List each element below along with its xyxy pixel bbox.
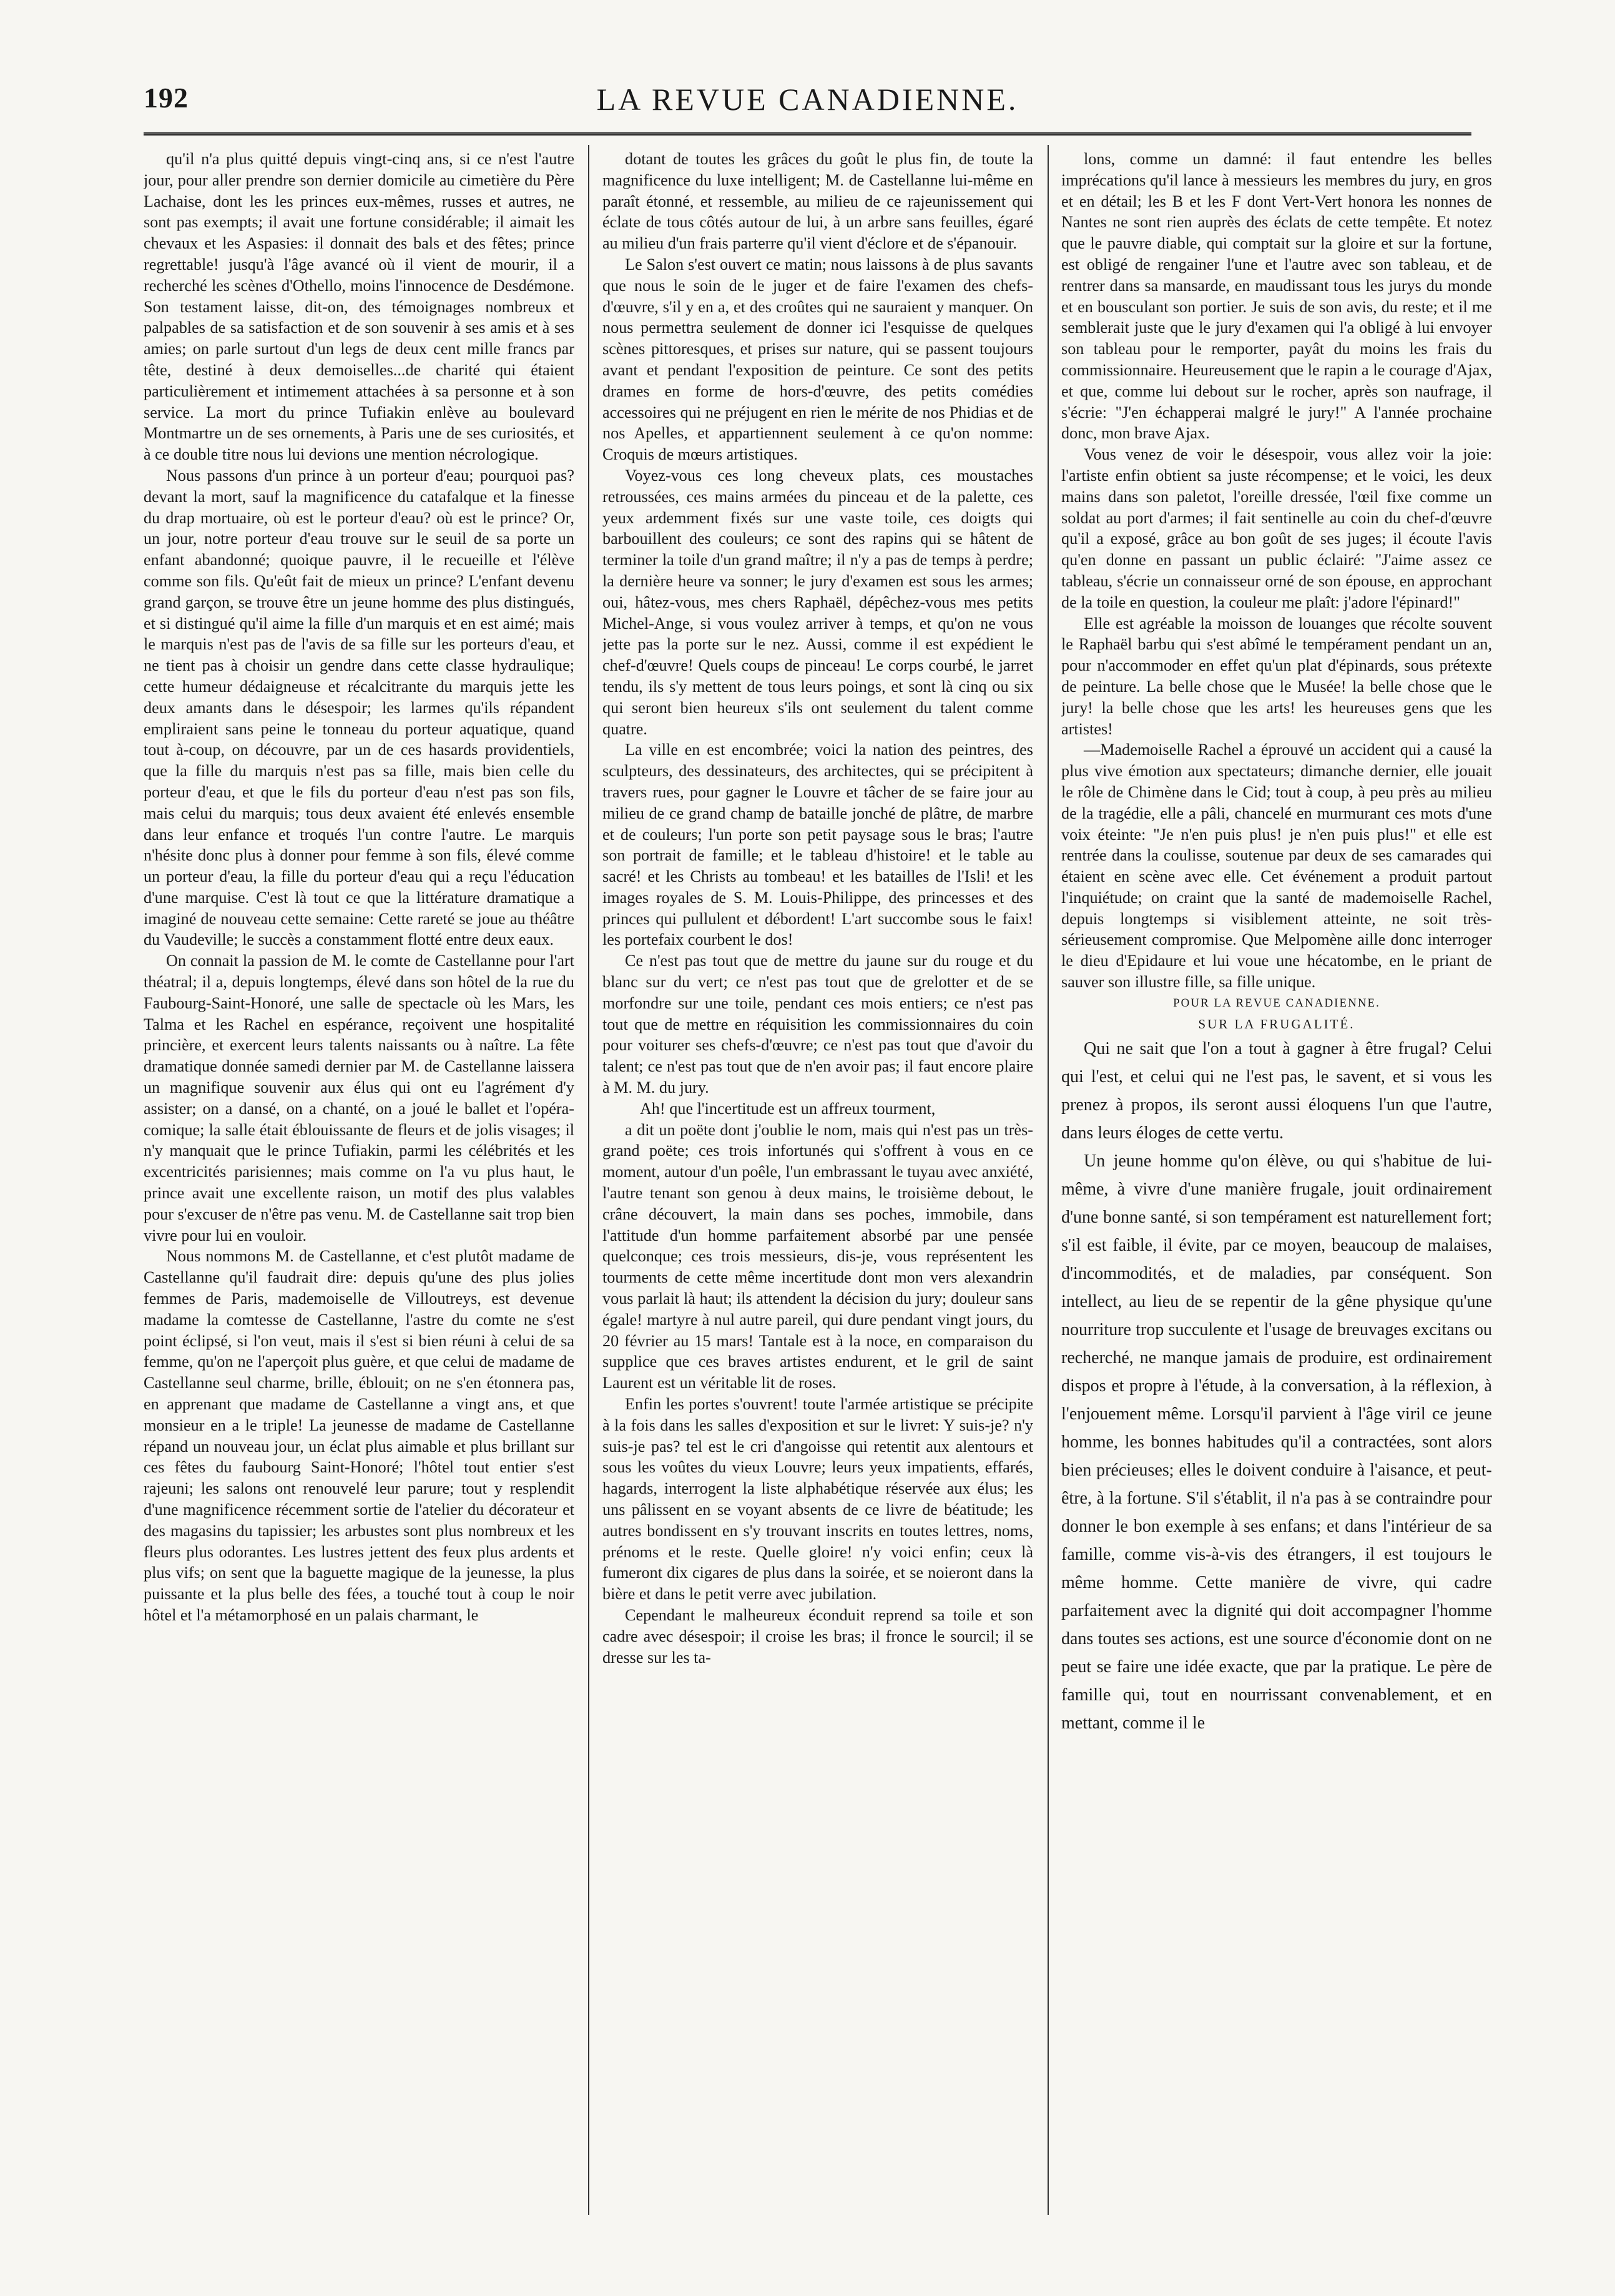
verse-quote: Ah! que l'incertitude est un affreux tourment, [640,1099,936,1118]
paragraph: Enfin les portes s'ouvrent! toute l'armée artistique se précipite à la fois dans les salles d'exposition et sur le livret: Y suis-je? n'y suis-je pas? tel est le cri d'angoisse qui retentit aux alentours et sous les voûtes du vieux Louvre; leurs yeux impatients, effarés, hagards, interrogent la liste alphabétique réservée aux élus; les uns pâlissent en se voyant absents de ce livre de béatitude; les autres bondissent en s'y trouvant inscrits en toutes lettres, noms, prénoms et le reste. Quelle gloire! n'y voici enfin; ceux là fumeront dix cigares de plus dans la soirée, et se noieront dans la bière et dans le petit verre avec jubilation. [602,1395,1033,1604]
column-divider [588,145,589,2215]
paragraph: —Mademoiselle Rachel a éprouvé un accident qui a causé la plus vive émotion aux spectateurs; dimanche dernier, elle jouait le rôle de Chimène dans le Cid; tout à coup, à peu près au milieu de la tragédie, elle a pâli, chancelé en murmurant ces mots d'une voix éteinte: "Je n'en puis plus! je n'en puis plus!" et elle est rentrée dans la coulisse, soutenue par deux de ses camarades qui étaient en scène avec elle. Cet événement a produit partout l'inquiétude; on craint que la santé de mademoiselle Rachel, depuis longtemps si visiblement atteinte, ne soit très-sérieusement compromise. Que Melpomène aille donc interroger le dieu d'Epidaure et lui voue une hécatombe, en le priant de sauver son illustre fille, sa fille unique. [1061,741,1492,992]
paragraph: a dit un poëte dont j'oublie le nom, mais qui n'est pas un très-grand poëte; ces trois infortunés qui s'offrent à vous en ce moment, autour d'un poêle, l'un embrassant le tuyau avec anxiété, l'autre tenant son genou à deux mains, le troisième debout, le crâne découvert, la main dans ses poches, immobile, dans l'attitude d'un homme parfaitement absorbé par une pensée quelconque; ces trois messieurs, dis-je, vous représentent les tourments de cette même incertitude dont mon vers alexandrin vous parlait là haut; ils attendent la décision du jury; douleur sans égale! martyre à nul autre pareil, qui dure pendant vingt jours, du 20 février au 15 mars! Tantale est à la noce, en comparaison du supplice que ces braves artistes endurent, et le gril de saint Laurent est un véritable lit de roses. [602,1120,1033,1392]
column-middle [602,149,1033,2221]
column-left [144,149,574,2221]
paragraph: Nous nommons M. de Castellanne, et c'est plutôt madame de Castellanne qu'il faudrait dire: depuis qu'une des plus jolies femmes de Paris, mademoiselle de Villoutreys, est devenue madame la comtesse de Castellanne, l'astre du comte ne s'est point éclipsé, si l'on veut, mais il s'est si bien réuni à celui de sa femme, qu'on ne l'aperçoit plus guère, et que celui de madame de Castellanne seul charme, brille, éblouit; on ne s'en étonnera pas, en apprenant que madame de Castellanne a vingt ans, et que monsieur en a le triple! La jeunesse de madame de Castellanne répand un nouveau jour, un éclat plus aimable et plus brillant sur ces fêtes du faubourg Saint-Honoré; l'hôtel tout entier s'est rajeuni; les salons ont renouvelé leur parure; tout y resplendit d'une magnificence récemment sortie de l'atelier du décorateur et des magasins du tapissier; les arbustes sont plus nombreux et les fleurs plus odorantes. Les lustres jettent des feux plus ardents et plus vifs; on sent que la baguette magique de la jeunesse, la plus puissante et la plus belle des fées, a touché tout à coup le noir hôtel et l'a métamorphosé en un palais charmant, le [144,1247,574,1624]
journal-title: LA REVUE CANADIENNE. [596,82,1019,117]
paragraph: Cependant le malheureux éconduit reprend sa toile et son cadre avec désespoir; il croise les bras; il fronce le sourcil; il se dresse sur les ta- [602,1605,1033,1667]
column-right [1061,149,1492,2221]
paragraph: Qui ne sait que l'on a tout à gagner à être frugal? Celui qui l'est, et celui qui ne l'est pas, le savent, et si vous les prenez à propos, ils seront aussi éloquens l'un que l'autre, dans leurs éloges de cette vertu. [1061,1039,1492,1143]
paragraph: On connait la passion de M. le comte de Castellanne pour l'art théatral; il a, depuis longtemps, élevé dans son hôtel de la rue du Faubourg-Saint-Honoré, une salle de spectacle où les Mars, les Talma et les Rachel en espérance, reçoivent une hospitalité princière, et exercent leurs talents naissants ou à naître. La fête dramatique donnée samedi dernier par M. de Castellanne laissera un magnifique souvenir aux élus qui ont eu l'agrément d'y assister; on a dansé, on a chanté, on a joué le ballet et l'opéra-comique; la salle était éblouissante de fleurs et de jolis visages; il n'y manquait que le prince Tufiakin, parmi les célébrités et les excentricités parisiennes; mais comme on l'a vu plus haut, le prince avait une excellente raison, un motif des plus valables pour s'excuser de n'être pas venu. M. de Castellanne sait trop bien vivre pour lui en vouloir. [144,952,574,1244]
paragraph: dotant de toutes les grâces du goût le plus fin, de toute la magnificence du luxe intelligent; M. de Castellanne lui-même en paraît étonné, et ressemble, au milieu de ce rajeunissement qui éclate de tous côtés autour de lui, à un arbre sans feuilles, égaré au milieu d'un frais parterre qu'il vient d'éclore et de s'épanouir. [602,150,1033,253]
paragraph: Voyez-vous ces long cheveux plats, ces moustaches retroussées, ces mains armées du pinceau et de la palette, ces yeux ardemment fixés sur une vaste toile, ces doigts qui barbouillent des couleurs; ce sont des rapins qui se hâtent de terminer la toile d'un grand maître; il n'y a pas de temps à perdre; la dernière heure va sonner; le jury d'examen est sous les armes; oui, hâtez-vous, mes chers Raphaël, dépêchez-vous mes petits Michel-Ange, si vous voulez arriver à temps, et qu'on ne vous jette pas la porte sur le nez. Aussi, comme il est expédient le chef-d'œuvre! Quels coups de pinceau! Le corps courbé, le jarret tendu, ils s'y mettent de tous leurs poings, et sont là cinq ou six qui seront bien heureux s'ils ont seulement du talent comme quatre. [602,466,1033,738]
page-header [144,81,1471,125]
header-rule [144,132,1471,135]
paragraph: qu'il n'a plus quitté depuis vingt-cinq ans, si ce n'est l'autre jour, pour aller prendre son dernier domicile au cimetière du Père Lachaise, dont les les princes eux-mêmes, russes et autres, ne sont pas exempts; il avait une fortune considérable; il aimait les chevaux et les Aspasies: il donnait des bals et des fêtes; prince regrettable! jusqu'à l'âge avancé où il vient de mourir, il a recherché les scènes d'Othello, moins l'innocence de Desdémone. Son testament laisse, dit-on, des témoignages nombreux et palpables de sa satisfaction et de son souvenir à ses amis et à ses amies; on parle surtout d'un legs de deux cent mille francs par tête, destiné à deux demoiselles...de charité qui étaient particulièrement et intimement attachées à sa personne et à son service. La mort du prince Tufiakin enlève au boulevard Montmartre un de ses ornements, à Paris une de ses curiosités, et à ce double titre nous lui devions une mention nécrologique. [144,150,574,464]
paragraph: Elle est agréable la moisson de louanges que récolte souvent le Raphaël barbu qui s'est abîmé le tempérament pendant un an, pour n'accommoder en effet qu'un plat d'épinards, sous prétexte de peinture. La belle chose que le Musée! la belle chose que le jury! la belle chose que les arts! les heureuses gens que les artistes! [1061,614,1492,738]
section-title: SUR LA FRUGALITÉ. [1198,1016,1355,1032]
paragraph: Le Salon s'est ouvert ce matin; nous laissons à de plus savants que nous le soin de le juger et de faire l'examen des chefs-d'œuvre, s'il y en a, et des croûtes qui ne sauraient y manquer. On nous permettra seulement de donner ici l'esquisse de quelques scènes pittoresques, et prises sur nature, qui se passent toujours avant et pendant l'exposition de peinture. Ce sont des petits drames en forme de hors-d'œuvre, des petits comédies accessoires qui ne préjugent en rien le mérite de nos Phidias et de nos Apelles, et appartiennent seulement à ce qu'on nomme: Croquis de mœurs artistiques. [602,255,1033,464]
section-label: POUR LA REVUE CANADIENNE. [1173,996,1380,1010]
paragraph: lons, comme un damné: il faut entendre les belles imprécations qu'il lance à messieurs les membres du jury, en gros et en détail; les B et les F dont Vert-Vert honora les nonnes de Nantes ne sont rien auprès des éclats de cette tempête. Et notez que le pauvre diable, qui comptait sur la gloire et sur la fortune, est obligé de rengainer l'une et l'autre avec son tableau, et de rentrer dans sa mansarde, en maudissant tous les jurys du monde et en bousculant son portier. Je suis de son avis, du reste; et il me semblerait juste que le jury d'examen qui l'a obligé à lui envoyer son tableau pour le remporter, payât du moins les frais du commissionnaire. Heureusement que le rapin a le courage d'Ajax, et que, comme lui debout sur le rocher, après son naufrage, il s'écrie: "J'en échapperai malgré le jury!" A l'année prochaine donc, mon brave Ajax. [1061,150,1492,443]
paragraph: Vous venez de voir le désespoir, vous allez voir la joie: l'artiste enfin obtient sa juste récompense; et le voici, les deux mains dans son paletot, l'oreille dressée, l'œil fixe comme un soldat au port d'armes; il fait sentinelle au coin du chef-d'œuvre qu'il a exposé, grâce au bon goût de ses juges; il écoute l'avis qu'en donne en passant un public éclairé: "J'aime assez ce tableau, s'écrie un connaisseur orné de son épouse, en approchant de la toile en question, la couleur me plaît: j'adore l'épinard!" [1061,445,1492,611]
paragraph: Un jeune homme qu'on élève, ou qui s'habitue de lui-même, à vivre d'une manière frugale, jouit ordinairement d'une bonne santé, si son tempérament est naturellement fort; s'il est faible, il évite, par ce moyen, beaucoup de malaises, d'incommodités, et de maladies, par conséquent. Son intellect, au lieu de se repentir de la gêne physique qu'une nourriture trop succulente et l'usage de breuvages excitans ou recherché, ne manque jamais de produire, est ordinairement dispos et propre à l'étude, à la conversation, à la réflexion, à l'enjouement même. Lorsqu'il parvient à l'âge viril ce jeune homme, les bonnes habitudes qu'il a contractées, sont alors bien précieuses; elles le doivent conduire à l'aisance, et peut-être, à la fortune. S'il s'établit, il n'a pas à se contraindre pour donner le bon exemple à ses enfans; et dans l'intérieur de sa famille, comme vis-à-vis des étrangers, il est toujours le même homme. Cette manière de vivre, qui cadre parfaitement avec la dignité qui doit accompagner l'homme dans toutes ses actions, est une source d'économie dont on ne peut se faire une idée exacte, que par la pratique. Le père de famille qui, tout en nourrissant convenablement, et en mettant, comme il le [1061,1151,1492,1733]
column-divider [1048,145,1049,2215]
page-number: 192 [144,82,189,114]
article-body [1061,1035,1492,1737]
paragraph: Nous passons d'un prince à un porteur d'eau; pourquoi pas? devant la mort, sauf la magnificence du catafalque et la finesse du drap mortuaire, où est le porteur d'eau? où est le prince? Or, un jour, notre porteur d'eau trouve sur le seuil de sa porte un enfant abandonné; quoique pauvre, il le recueille et l'élève comme son fils. Qu'eût fait de mieux un prince? L'enfant devenu grand garçon, se trouve être un jeune homme des plus distingués, et si distingué qu'il aime la fille d'un marquis et en est aimé; mais le marquis n'est pas de l'avis de sa fille sur les porteurs d'eau, et ne tient pas à choisir un gendre dans cette classe hydraulique; cette humeur dédaigneuse et récalcitrante du marquis jette les deux amants dans le désespoir; les larmes qu'ils répandent empliraient sans peine le tonneau du porteur aquatique, quand tout à-coup, on découvre, par un de ces hasards providentiels, que la fille du marquis n'est pas sa fille, mais bien celle du porteur d'eau, et que le fils du porteur d'eau n'est pas son fils, mais celui du marquis; tous deux avaient été enlevés ensemble dans leur enfance et troqués l'un contre l'autre. Le marquis n'hésite donc plus à donner pour femme à son fils, élevé comme un porteur d'eau, la fille du porteur d'eau qui a reçu l'éducation d'une marquise. C'est là tout ce que la littérature dramatique a imaginé de nouveau cette semaine: Cette rareté se joue au théâtre du Vaudeville; le succès a constamment flotté entre deux eaux. [144,466,574,949]
paragraph: La ville en est encombrée; voici la nation des peintres, des sculpteurs, des dessinateurs, des architectes, qui se précipitent à travers rues, pour gagner le Louvre et tâcher de se faire jour au milieu de ce grand champ de bataille jonché de plâtre, de marbre et de couleurs; l'un porte son petit paysage sous le bras; l'autre son portrait de famille; et le tableau d'histoire! et le table au sacré! et les Christs au tombeau! et les batailles de l'Isli! et les images royales de S. M. Louis-Philippe, des princesses et des princes qui pullulent et débordent! L'art succombe sous le faix! les portefaix courbent le dos! [602,741,1033,949]
paragraph: Ce n'est pas tout que de mettre du jaune sur du rouge et du blanc sur du vert; ce n'est pas tout que de grelotter et de se morfondre sur une toile, pendant ces mois entiers; ce n'est pas tout que de mettre en réquisition les commissionnaires du coin pour voiturer ses chefs-d'œuvre; ce n'est pas tout que d'avoir du talent; ce n'est pas tout que de n'en avoir pas; il faut encore plaire à M. M. du jury. [602,952,1033,1097]
